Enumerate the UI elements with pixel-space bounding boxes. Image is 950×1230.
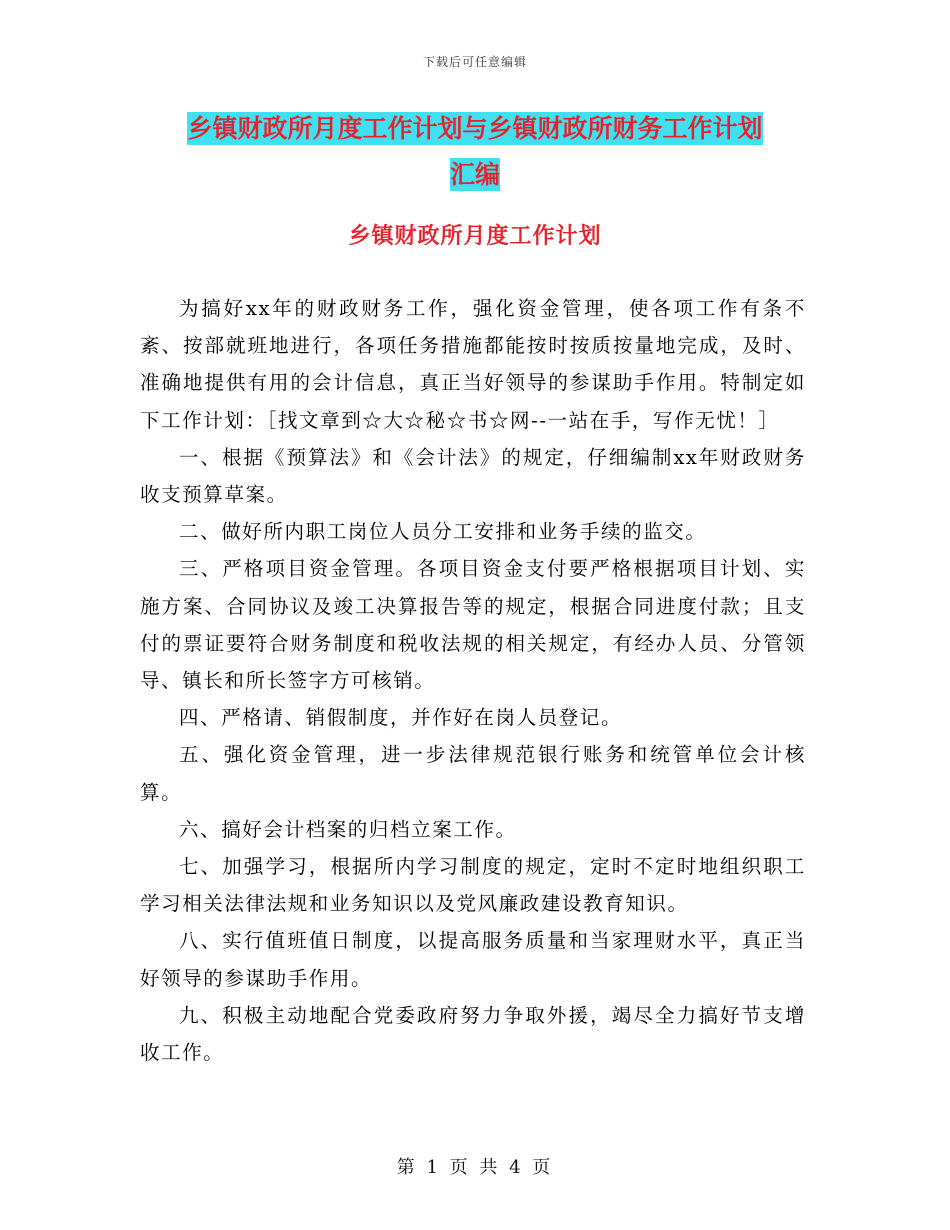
- paragraph-item-4: 四、严格请、销假制度，并作好在岗人员登记。: [179, 706, 623, 730]
- document-title: [140, 106, 810, 198]
- paragraph-intro: 为搞好xx年的财政财务工作，强化资金管理，使各项工作有条不紊、按部就班地进行，各项任务措施都能按时按质按量地完成，及时、准确地提供有用的会计信息，真正当好领导的参谋助手作用。特制定如下工作计划：［找文章到☆大☆秘☆书☆网--一站在手，写作无忧！］: [140, 297, 806, 432]
- page-number-footer: 第 1 页 共 4 页: [396, 1157, 554, 1178]
- paragraph-item-3: 三、严格项目资金管理。各项目资金支付要严格根据项目计划、实施方案、合同协议及竣工决算报告等的规定，根据合同进度付款；且支付的票证要符合财务制度和税收法规的相关规定，有经办人员、分管领导、镇长和所长签字方可核销。: [140, 557, 806, 693]
- paragraph-item-5: 五、强化资金管理，进一步法律规范银行账务和统管单位会计核算。: [140, 743, 806, 804]
- paragraph-item-7: 七、加强学习，根据所内学习制度的规定，定时不定时地组织职工学习相关法律法规和业务知识以及党风廉政建设教育知识。: [140, 855, 806, 916]
- paragraph-item-9: 九、积极主动地配合党委政府努力争取外援，竭尽全力搞好节支增收工作。: [140, 1003, 806, 1065]
- paragraph-item-8: 八、实行值班值日制度，以提高服务质量和当家理财水平，真正当好领导的参谋助手作用。: [140, 929, 806, 990]
- document-title-line-1: 乡镇财政所月度工作计划与乡镇财政所财务工作计划: [187, 114, 763, 143]
- paragraph-item-2: 二、做好所内职工岗位人员分工安排和业务手续的监交。: [179, 520, 707, 544]
- header-note: 下载后可任意编辑: [422, 55, 527, 69]
- body-text: [140, 290, 806, 1071]
- paragraph-item-6: 六、搞好会计档案的归档立案工作。: [179, 817, 517, 841]
- section-title: 乡镇财政所月度工作计划: [348, 223, 602, 249]
- paragraph-item-1: 一、根据《预算法》和《会计法》的规定，仔细编制xx年财政财务收支预算草案。: [140, 445, 806, 507]
- document-title-line-2: 汇编: [449, 160, 500, 189]
